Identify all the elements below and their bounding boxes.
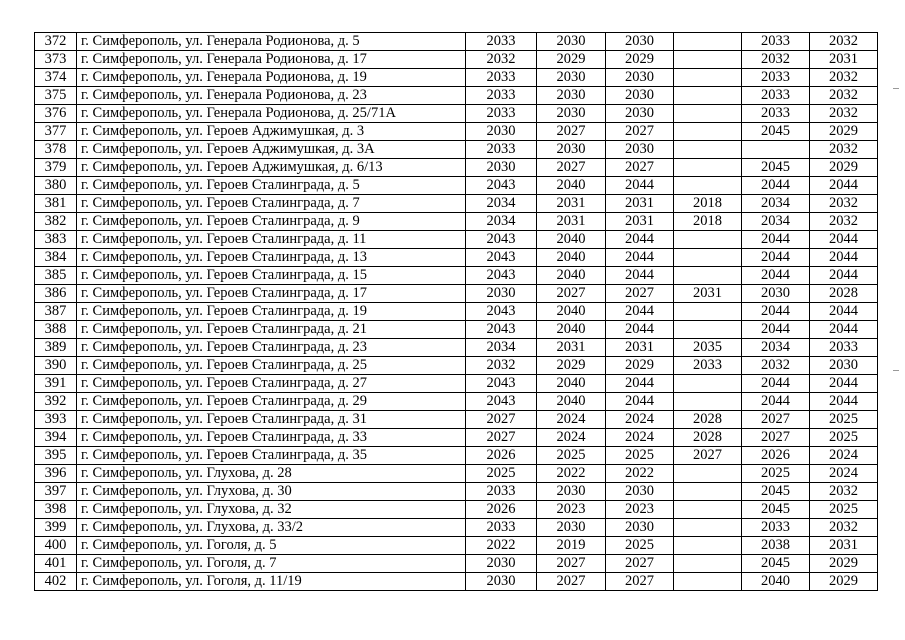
value-cell-1: 2030 (466, 159, 537, 177)
value-cell-6: 2028 (810, 285, 878, 303)
value-cell-3: 2044 (606, 177, 674, 195)
value-cell-4 (674, 393, 742, 411)
table-row (35, 195, 878, 213)
address-cell: г. Симферополь, ул. Героев Аджимушкая, д. 3А (77, 141, 466, 159)
value-cell-2: 2040 (537, 303, 606, 321)
value-cell-3: 2044 (606, 231, 674, 249)
address-cell: г. Симферополь, ул. Глухова, д. 30 (77, 483, 466, 501)
value-cell-5: 2045 (742, 159, 810, 177)
value-cell-1: 2022 (466, 537, 537, 555)
table-row (35, 555, 878, 573)
value-cell-2: 2019 (537, 537, 606, 555)
address-cell: г. Симферополь, ул. Героев Сталинграда, д. 25 (77, 357, 466, 375)
value-cell-6: 2025 (810, 411, 878, 429)
value-cell-3: 2025 (606, 537, 674, 555)
value-cell-1: 2026 (466, 501, 537, 519)
value-cell-5: 2044 (742, 231, 810, 249)
value-cell-2: 2040 (537, 375, 606, 393)
address-cell: г. Симферополь, ул. Гоголя, д. 7 (77, 555, 466, 573)
value-cell-3: 2044 (606, 303, 674, 321)
value-cell-6: 2044 (810, 177, 878, 195)
value-cell-2: 2024 (537, 411, 606, 429)
address-cell: г. Симферополь, ул. Героев Сталинграда, д. 31 (77, 411, 466, 429)
value-cell-6: 2025 (810, 429, 878, 447)
value-cell-6: 2025 (810, 501, 878, 519)
value-cell-3: 2029 (606, 51, 674, 69)
table-row (35, 501, 878, 519)
address-cell: г. Симферополь, ул. Героев Сталинграда, д. 17 (77, 285, 466, 303)
table-row (35, 159, 878, 177)
value-cell-3: 2030 (606, 519, 674, 537)
value-cell-4: 2018 (674, 213, 742, 231)
value-cell-6: 2031 (810, 51, 878, 69)
value-cell-4 (674, 501, 742, 519)
value-cell-3: 2025 (606, 447, 674, 465)
value-cell-4 (674, 33, 742, 51)
table-row (35, 375, 878, 393)
value-cell-1: 2034 (466, 213, 537, 231)
table-row (35, 51, 878, 69)
address-cell: г. Симферополь, ул. Героев Сталинграда, д. 13 (77, 249, 466, 267)
value-cell-5: 2044 (742, 321, 810, 339)
value-cell-1: 2033 (466, 33, 537, 51)
value-cell-6: 2032 (810, 69, 878, 87)
address-cell: г. Симферополь, ул. Героев Сталинграда, д. 21 (77, 321, 466, 339)
row-number: 376 (35, 105, 77, 123)
address-cell: г. Симферополь, ул. Героев Сталинграда, д. 15 (77, 267, 466, 285)
value-cell-5: 2045 (742, 555, 810, 573)
address-cell: г. Симферополь, ул. Героев Сталинграда, д. 23 (77, 339, 466, 357)
value-cell-1: 2043 (466, 231, 537, 249)
value-cell-3: 2029 (606, 357, 674, 375)
value-cell-1: 2034 (466, 339, 537, 357)
row-number: 383 (35, 231, 77, 249)
value-cell-4 (674, 177, 742, 195)
table-row (35, 213, 878, 231)
value-cell-1: 2043 (466, 303, 537, 321)
value-cell-4: 2035 (674, 339, 742, 357)
value-cell-3: 2022 (606, 465, 674, 483)
value-cell-4 (674, 267, 742, 285)
value-cell-2: 2023 (537, 501, 606, 519)
value-cell-6: 2031 (810, 537, 878, 555)
value-cell-1: 2030 (466, 285, 537, 303)
value-cell-6: 2030 (810, 357, 878, 375)
address-cell: г. Симферополь, ул. Героев Сталинграда, д. 35 (77, 447, 466, 465)
row-number: 399 (35, 519, 77, 537)
address-cell: г. Симферополь, ул. Генерала Родионова, д. 17 (77, 51, 466, 69)
value-cell-5: 2044 (742, 375, 810, 393)
value-cell-6: 2044 (810, 267, 878, 285)
row-number: 395 (35, 447, 77, 465)
row-number: 377 (35, 123, 77, 141)
value-cell-5: 2045 (742, 123, 810, 141)
value-cell-2: 2040 (537, 393, 606, 411)
value-cell-6: 2032 (810, 483, 878, 501)
value-cell-6: 2029 (810, 573, 878, 591)
table-row (35, 141, 878, 159)
value-cell-1: 2032 (466, 357, 537, 375)
row-number: 378 (35, 141, 77, 159)
table-row (35, 573, 878, 591)
table-row (35, 465, 878, 483)
value-cell-4 (674, 87, 742, 105)
value-cell-5: 2044 (742, 303, 810, 321)
value-cell-5: 2034 (742, 339, 810, 357)
row-number: 394 (35, 429, 77, 447)
value-cell-3: 2044 (606, 375, 674, 393)
table-row (35, 537, 878, 555)
value-cell-5: 2044 (742, 249, 810, 267)
table-row (35, 339, 878, 357)
value-cell-3: 2044 (606, 267, 674, 285)
value-cell-4 (674, 573, 742, 591)
address-cell: г. Симферополь, ул. Генерала Родионова, д. 25/71А (77, 105, 466, 123)
address-cell: г. Симферополь, ул. Гоголя, д. 11/19 (77, 573, 466, 591)
value-cell-1: 2043 (466, 321, 537, 339)
value-cell-1: 2034 (466, 195, 537, 213)
value-cell-2: 2030 (537, 87, 606, 105)
value-cell-6: 2032 (810, 141, 878, 159)
value-cell-3: 2030 (606, 33, 674, 51)
value-cell-4 (674, 321, 742, 339)
value-cell-2: 2030 (537, 483, 606, 501)
value-cell-4: 2033 (674, 357, 742, 375)
table-row (35, 69, 878, 87)
row-number: 387 (35, 303, 77, 321)
value-cell-6: 2032 (810, 213, 878, 231)
value-cell-4 (674, 249, 742, 267)
value-cell-1: 2043 (466, 267, 537, 285)
row-number: 385 (35, 267, 77, 285)
row-number: 384 (35, 249, 77, 267)
value-cell-6: 2044 (810, 321, 878, 339)
table-body (35, 33, 878, 591)
value-cell-6: 2044 (810, 303, 878, 321)
value-cell-1: 2043 (466, 249, 537, 267)
value-cell-4 (674, 141, 742, 159)
table-row (35, 429, 878, 447)
value-cell-2: 2029 (537, 357, 606, 375)
value-cell-5: 2025 (742, 465, 810, 483)
table-row (35, 393, 878, 411)
value-cell-1: 2043 (466, 393, 537, 411)
table-row (35, 33, 878, 51)
address-cell: г. Симферополь, ул. Глухова, д. 33/2 (77, 519, 466, 537)
address-cell: г. Симферополь, ул. Глухова, д. 32 (77, 501, 466, 519)
scan-mark (893, 88, 899, 89)
value-cell-2: 2031 (537, 195, 606, 213)
address-cell: г. Симферополь, ул. Генерала Родионова, д. 19 (77, 69, 466, 87)
row-number: 374 (35, 69, 77, 87)
table-row (35, 519, 878, 537)
value-cell-1: 2043 (466, 375, 537, 393)
value-cell-6: 2032 (810, 87, 878, 105)
value-cell-4 (674, 303, 742, 321)
address-cell: г. Симферополь, ул. Героев Аджимушкая, д. 6/13 (77, 159, 466, 177)
row-number: 396 (35, 465, 77, 483)
row-number: 393 (35, 411, 77, 429)
value-cell-3: 2027 (606, 123, 674, 141)
value-cell-2: 2040 (537, 249, 606, 267)
value-cell-5: 2033 (742, 69, 810, 87)
scan-mark (893, 370, 899, 371)
row-number: 373 (35, 51, 77, 69)
value-cell-2: 2040 (537, 267, 606, 285)
address-cell: г. Симферополь, ул. Героев Сталинграда, д. 7 (77, 195, 466, 213)
value-cell-3: 2027 (606, 159, 674, 177)
value-cell-6: 2044 (810, 231, 878, 249)
value-cell-1: 2033 (466, 519, 537, 537)
address-cell: г. Симферополь, ул. Героев Сталинграда, д. 27 (77, 375, 466, 393)
value-cell-2: 2031 (537, 339, 606, 357)
value-cell-5: 2044 (742, 393, 810, 411)
address-cell: г. Симферополь, ул. Генерала Родионова, д. 23 (77, 87, 466, 105)
value-cell-3: 2031 (606, 339, 674, 357)
value-cell-5: 2034 (742, 195, 810, 213)
value-cell-6: 2032 (810, 195, 878, 213)
value-cell-6: 2044 (810, 393, 878, 411)
value-cell-2: 2027 (537, 555, 606, 573)
value-cell-1: 2033 (466, 141, 537, 159)
address-cell: г. Симферополь, ул. Героев Аджимушкая, д. 3 (77, 123, 466, 141)
value-cell-2: 2040 (537, 321, 606, 339)
address-cell: г. Симферополь, ул. Генерала Родионова, д. 5 (77, 33, 466, 51)
address-cell: г. Симферополь, ул. Героев Сталинграда, д. 9 (77, 213, 466, 231)
value-cell-4 (674, 537, 742, 555)
value-cell-5: 2027 (742, 411, 810, 429)
value-cell-5: 2044 (742, 177, 810, 195)
row-number: 402 (35, 573, 77, 591)
value-cell-2: 2025 (537, 447, 606, 465)
value-cell-2: 2030 (537, 141, 606, 159)
value-cell-2: 2027 (537, 285, 606, 303)
value-cell-4 (674, 519, 742, 537)
table-row (35, 411, 878, 429)
value-cell-3: 2030 (606, 105, 674, 123)
value-cell-3: 2024 (606, 429, 674, 447)
value-cell-4 (674, 231, 742, 249)
table-row (35, 285, 878, 303)
address-cell: г. Симферополь, ул. Героев Сталинграда, д. 33 (77, 429, 466, 447)
value-cell-4: 2018 (674, 195, 742, 213)
value-cell-2: 2030 (537, 69, 606, 87)
table-row (35, 303, 878, 321)
row-number: 390 (35, 357, 77, 375)
value-cell-3: 2023 (606, 501, 674, 519)
value-cell-2: 2030 (537, 519, 606, 537)
value-cell-5: 2033 (742, 519, 810, 537)
value-cell-3: 2030 (606, 69, 674, 87)
address-cell: г. Симферополь, ул. Героев Сталинграда, д. 29 (77, 393, 466, 411)
value-cell-5: 2032 (742, 357, 810, 375)
table-row (35, 483, 878, 501)
row-number: 379 (35, 159, 77, 177)
value-cell-5: 2033 (742, 33, 810, 51)
value-cell-6: 2024 (810, 447, 878, 465)
value-cell-2: 2022 (537, 465, 606, 483)
value-cell-4 (674, 51, 742, 69)
value-cell-3: 2030 (606, 141, 674, 159)
value-cell-4 (674, 123, 742, 141)
row-number: 400 (35, 537, 77, 555)
value-cell-5: 2045 (742, 501, 810, 519)
value-cell-4 (674, 159, 742, 177)
table-row (35, 357, 878, 375)
value-cell-4 (674, 105, 742, 123)
table-row (35, 267, 878, 285)
value-cell-2: 2040 (537, 231, 606, 249)
value-cell-6: 2044 (810, 375, 878, 393)
value-cell-3: 2044 (606, 249, 674, 267)
value-cell-5: 2044 (742, 267, 810, 285)
value-cell-4 (674, 465, 742, 483)
value-cell-1: 2027 (466, 411, 537, 429)
value-cell-1: 2043 (466, 177, 537, 195)
value-cell-4 (674, 555, 742, 573)
value-cell-3: 2027 (606, 573, 674, 591)
row-number: 381 (35, 195, 77, 213)
value-cell-6: 2044 (810, 249, 878, 267)
row-number: 401 (35, 555, 77, 573)
value-cell-1: 2033 (466, 69, 537, 87)
row-number: 388 (35, 321, 77, 339)
value-cell-2: 2027 (537, 123, 606, 141)
value-cell-1: 2026 (466, 447, 537, 465)
table-row (35, 123, 878, 141)
value-cell-2: 2027 (537, 159, 606, 177)
value-cell-6: 2024 (810, 465, 878, 483)
value-cell-3: 2031 (606, 213, 674, 231)
value-cell-6: 2032 (810, 33, 878, 51)
value-cell-3: 2030 (606, 87, 674, 105)
value-cell-3: 2024 (606, 411, 674, 429)
value-cell-2: 2027 (537, 573, 606, 591)
value-cell-6: 2029 (810, 123, 878, 141)
value-cell-1: 2030 (466, 555, 537, 573)
value-cell-5: 2030 (742, 285, 810, 303)
value-cell-4 (674, 375, 742, 393)
value-cell-2: 2031 (537, 213, 606, 231)
address-cell: г. Симферополь, ул. Героев Сталинграда, д. 11 (77, 231, 466, 249)
value-cell-3: 2031 (606, 195, 674, 213)
value-cell-5: 2027 (742, 429, 810, 447)
value-cell-1: 2025 (466, 465, 537, 483)
table-row (35, 177, 878, 195)
row-number: 386 (35, 285, 77, 303)
value-cell-4: 2028 (674, 411, 742, 429)
table-row (35, 105, 878, 123)
table-row (35, 87, 878, 105)
row-number: 392 (35, 393, 77, 411)
row-number: 375 (35, 87, 77, 105)
table-row (35, 231, 878, 249)
value-cell-3: 2044 (606, 321, 674, 339)
row-number: 391 (35, 375, 77, 393)
value-cell-4 (674, 483, 742, 501)
value-cell-1: 2033 (466, 87, 537, 105)
value-cell-5: 2038 (742, 537, 810, 555)
value-cell-1: 2033 (466, 105, 537, 123)
row-number: 382 (35, 213, 77, 231)
value-cell-6: 2032 (810, 105, 878, 123)
value-cell-6: 2033 (810, 339, 878, 357)
value-cell-5: 2040 (742, 573, 810, 591)
value-cell-3: 2030 (606, 483, 674, 501)
value-cell-1: 2033 (466, 483, 537, 501)
value-cell-2: 2030 (537, 33, 606, 51)
row-number: 397 (35, 483, 77, 501)
value-cell-2: 2024 (537, 429, 606, 447)
value-cell-6: 2029 (810, 159, 878, 177)
table-row (35, 249, 878, 267)
value-cell-2: 2030 (537, 105, 606, 123)
value-cell-5 (742, 141, 810, 159)
value-cell-2: 2040 (537, 177, 606, 195)
value-cell-4 (674, 69, 742, 87)
value-cell-4: 2028 (674, 429, 742, 447)
value-cell-4: 2027 (674, 447, 742, 465)
value-cell-4: 2031 (674, 285, 742, 303)
value-cell-6: 2032 (810, 519, 878, 537)
value-cell-1: 2030 (466, 123, 537, 141)
value-cell-1: 2032 (466, 51, 537, 69)
address-cell: г. Симферополь, ул. Героев Сталинграда, д. 19 (77, 303, 466, 321)
row-number: 372 (35, 33, 77, 51)
value-cell-3: 2027 (606, 555, 674, 573)
address-cell: г. Симферополь, ул. Героев Сталинграда, д. 5 (77, 177, 466, 195)
address-cell: г. Симферополь, ул. Глухова, д. 28 (77, 465, 466, 483)
value-cell-5: 2032 (742, 51, 810, 69)
address-cell: г. Симферополь, ул. Гоголя, д. 5 (77, 537, 466, 555)
value-cell-1: 2030 (466, 573, 537, 591)
value-cell-2: 2029 (537, 51, 606, 69)
table-row (35, 447, 878, 465)
value-cell-5: 2033 (742, 105, 810, 123)
value-cell-1: 2027 (466, 429, 537, 447)
value-cell-3: 2044 (606, 393, 674, 411)
value-cell-3: 2027 (606, 285, 674, 303)
value-cell-6: 2029 (810, 555, 878, 573)
row-number: 380 (35, 177, 77, 195)
value-cell-5: 2026 (742, 447, 810, 465)
row-number: 398 (35, 501, 77, 519)
value-cell-5: 2045 (742, 483, 810, 501)
housing-schedule-table (34, 32, 878, 591)
table-row (35, 321, 878, 339)
row-number: 389 (35, 339, 77, 357)
value-cell-5: 2033 (742, 87, 810, 105)
value-cell-5: 2034 (742, 213, 810, 231)
